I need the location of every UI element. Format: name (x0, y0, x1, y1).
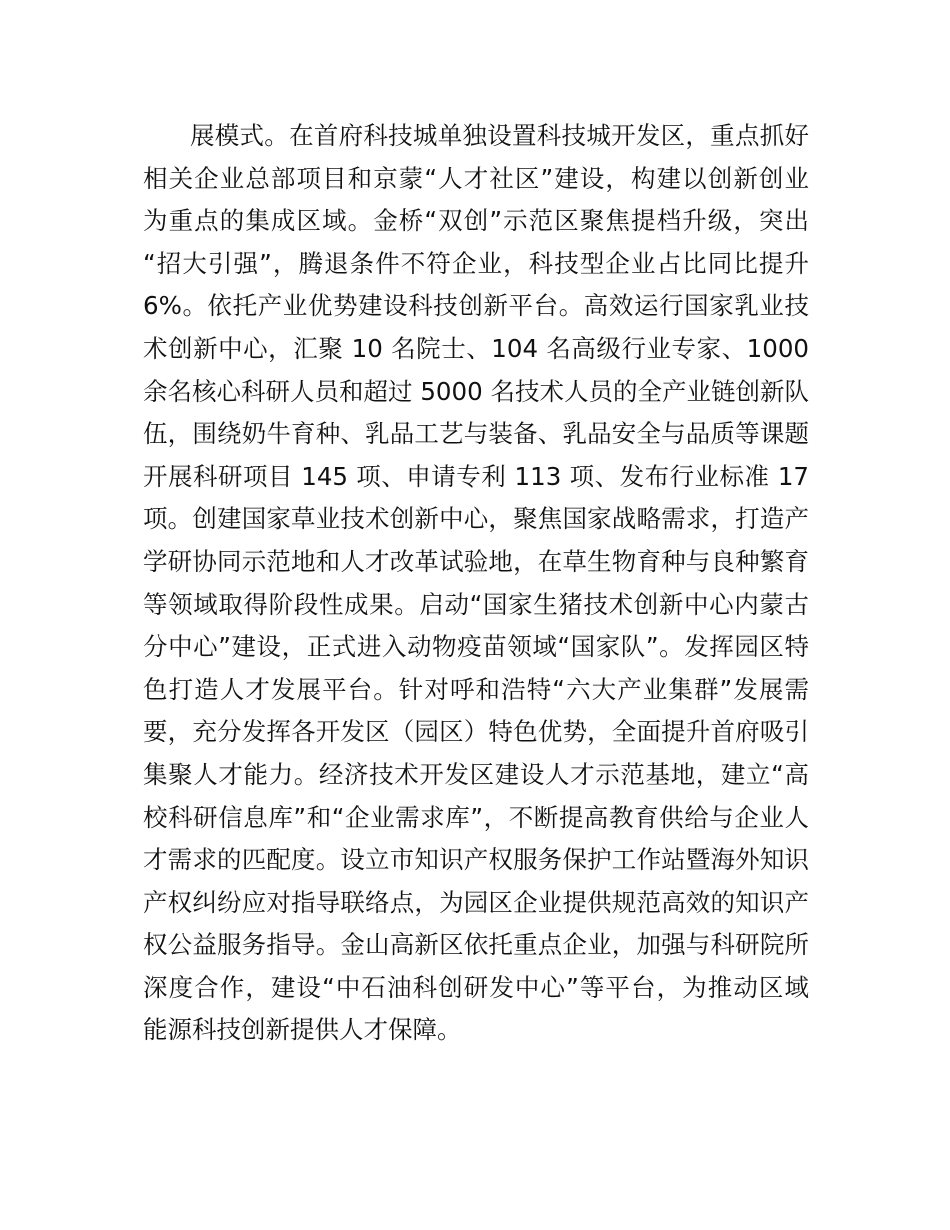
paragraph-line: 色打造人才发展平台。针对呼和浩特“六大产业集群”发展需 (143, 674, 809, 704)
paragraph-line: 权公益服务指导。金山高新区依托重点企业，加强与科研院所 (143, 930, 809, 960)
paragraph-line: 才需求的匹配度。设立市知识产权服务保护工作站暨海外知识 (143, 845, 809, 875)
paragraph-line: 展模式。在首府科技城单独设置科技城开发区，重点抓好 (190, 121, 809, 150)
paragraph-line: 能源科技创新提供人才保障。 (143, 1015, 462, 1045)
paragraph-line: 产权纠纷应对指导联络点，为园区企业提供规范高效的知识产 (143, 887, 809, 917)
paragraph-line: 分中心”建设，正式进入动物疫苗领域“国家队”。发挥园区特 (143, 632, 809, 662)
paragraph-line: 项。创建国家草业技术创新中心，聚焦国家战略需求，打造产 (143, 504, 809, 534)
paragraph-line: 集聚人才能力。经济技术开发区建设人才示范基地，建立“高 (143, 759, 809, 789)
paragraph-line: 校科研信息库”和“企业需求库”，不断提高教育供给与企业人 (143, 802, 809, 832)
paragraph-line: 6%。依托产业优势建设科技创新平台。高效运行国家乳业技 (143, 291, 809, 321)
paragraph-line: 等领域取得阶段性成果。启动“国家生猪技术创新中心内蒙古 (143, 589, 809, 619)
paragraph-line: 伍，围绕奶牛育种、乳品工艺与装备、乳品安全与品质等课题 (143, 419, 809, 449)
paragraph-line: 相关企业总部项目和京蒙“人才社区”建设，构建以创新创业 (143, 163, 809, 193)
document-paragraph (143, 115, 809, 1052)
paragraph-line: 为重点的集成区域。金桥“双创”示范区聚焦提档升级，突出 (143, 206, 809, 236)
paragraph-line: 学研协同示范地和人才改革试验地，在草生物育种与良种繁育 (143, 546, 809, 576)
paragraph-line: 深度合作，建设“中石油科创研发中心”等平台，为推动区域 (143, 972, 809, 1002)
paragraph-line: 余名核心科研人员和超过 5000 名技术人员的全产业链创新队 (143, 376, 809, 406)
paragraph-line: 术创新中心，汇聚 10 名院士、104 名高级行业专家、1000 (143, 333, 809, 363)
paragraph-line: “招大引强”，腾退条件不符企业，科技型企业占比同比提升 (143, 248, 809, 278)
paragraph-line: 要，充分发挥各开发区（园区）特色优势，全面提升首府吸引 (143, 717, 809, 747)
paragraph-line: 开展科研项目 145 项、申请专利 113 项、发布行业标准 17 (143, 461, 809, 491)
